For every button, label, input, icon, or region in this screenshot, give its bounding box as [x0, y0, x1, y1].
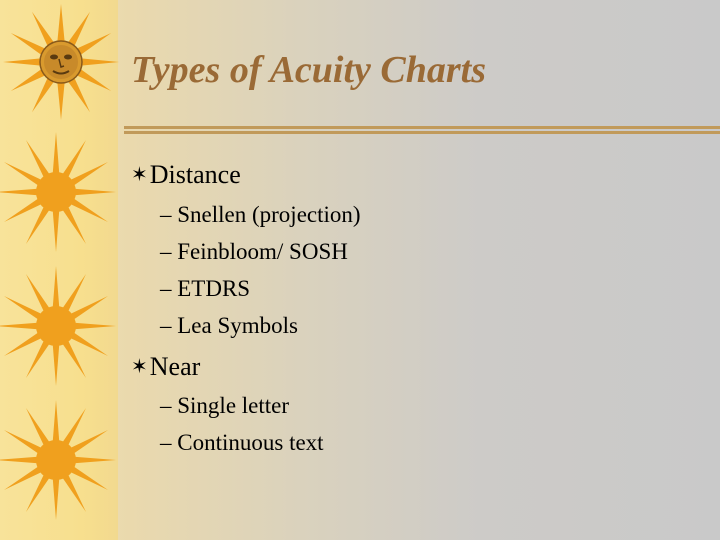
- sun-ray: [53, 209, 60, 252]
- sun-ray: [61, 339, 86, 378]
- sun-ray: [73, 189, 116, 196]
- bullet-star-icon: ✶: [131, 356, 148, 378]
- bullet-label: Near: [149, 352, 201, 381]
- list-item: – Continuous text: [160, 430, 324, 455]
- sun-ray: [61, 140, 86, 179]
- sun-ray: [0, 457, 39, 464]
- bullet-distance: [131, 160, 241, 190]
- sun-ray: [26, 205, 51, 244]
- sun-ray: [4, 430, 43, 455]
- sun-ray: [4, 197, 43, 222]
- slide-title: Types of Acuity Charts: [131, 49, 487, 91]
- sun-ray: [69, 430, 108, 455]
- sun-icon: [0, 128, 120, 256]
- sun-icon: [0, 262, 120, 390]
- sun-ray: [61, 473, 86, 512]
- bullet-star-icon: ✶: [131, 164, 148, 186]
- sun-ray: [53, 266, 60, 309]
- sun-ray: [79, 58, 119, 66]
- sun-ray: [0, 323, 39, 330]
- sun-ray: [61, 205, 86, 244]
- sun-ray: [73, 457, 116, 464]
- sun-ray: [53, 400, 60, 443]
- sun-ray: [26, 408, 51, 447]
- sun-ray: [69, 197, 108, 222]
- bullet-near: [131, 352, 200, 382]
- sun-ray: [4, 162, 43, 187]
- title-underline: [124, 126, 720, 134]
- sun-ray: [26, 473, 51, 512]
- list-item: – Snellen (projection): [160, 202, 361, 227]
- sun-ray: [4, 331, 43, 356]
- sun-ray: [61, 408, 86, 447]
- sun-ray: [0, 189, 39, 196]
- sun-ray: [53, 343, 60, 386]
- sun-ray: [26, 140, 51, 179]
- sun-ray: [53, 132, 60, 175]
- sun-ray: [53, 477, 60, 520]
- sun-ray: [3, 58, 43, 66]
- list-item: – Lea Symbols: [160, 313, 298, 338]
- sun-ray: [73, 323, 116, 330]
- list-item: – Feinbloom/ SOSH: [160, 239, 348, 264]
- sun-ray: [61, 274, 86, 313]
- sun-ray: [26, 274, 51, 313]
- sun-ray: [57, 4, 65, 44]
- sun-face-icon: [0, 0, 122, 124]
- list-item: – Single letter: [160, 393, 290, 418]
- sun-ray: [69, 296, 108, 321]
- sun-ray: [57, 80, 65, 120]
- sun-ray: [26, 339, 51, 378]
- sun-ray: [69, 465, 108, 490]
- bullet-label: Distance: [149, 160, 241, 189]
- list-item: – ETDRS: [160, 276, 251, 301]
- sun-ray: [69, 162, 108, 187]
- sun-icon: [0, 396, 120, 524]
- sun-ray: [69, 331, 108, 356]
- sun-ray: [4, 296, 43, 321]
- sun-ray: [4, 465, 43, 490]
